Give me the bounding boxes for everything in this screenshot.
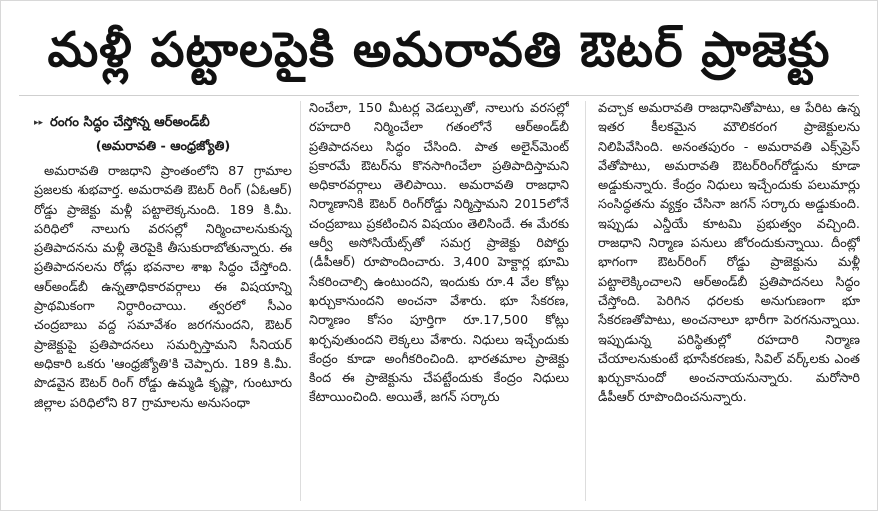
double-chevron-right-icon: ▸▸ [34,118,44,128]
kicker-text: రంగం సిద్ధం చేస్తోన్న ఆర్‌అండ్‌బీ [50,115,210,130]
article-column-3 [598,99,860,408]
column-divider [585,101,586,501]
dateline: (అమరావతి - ఆంధ్రజ్యోతి) [95,139,231,154]
article-column-2 [309,99,569,408]
headline: మళ్లీ పట్టాలపైకి అమరావతి ఔటర్ ప్రాజెక్టు [47,22,831,78]
headline-rule [19,95,859,96]
kicker [34,113,292,133]
column-text: అమరావతి రాజధాని ప్రాంతంలోని 87 గ్రామాల ప్రజలకు శుభవార్త. అమరావతి ఔటర్ రింగ్ (ఏఓఆర్) రోడ్డు ప్రాజెక్టు మళ్లీ పట్టాలెక్కనుంది. 189 కి.మీ. పరిధిలో నాలుగు వరసల్లో నిర్మించాలనుకున్న ప్రతిపాదనను మళ్లీ తెరపైకి తీసుకురాబోతున్నారు. ఈ ప్రతిపాదనలను రోడ్లు భవనాల శాఖ సిద్ధం చేస్తోంది. ఆర్‌అండ్‌బీ ఉన్నతాధికారవర్గాలు ఈ విషయాన్ని ప్రాథమికంగా నిర్ధారించాయి. త్వరలో సీఎం చంద్రబాబు వద్ద సమావేశం జరగనుందని, ఔటర్ ప్రాజెక్టుపై ప్రతిపాదనలు సమర్పిస్తామని సీనియర్ అధికారి ఒకరు 'ఆంధ్రజ్యోతి'కి చెప్పారు. 189 కి.మీ. పొడవైన ఔటర్ రింగ్ రోడ్డు ఉమ్మడి కృష్ణా, గుంటూరు జిల్లాల పరిధిలోని 87 గ్రామాలను అనుసంధా [34,164,292,411]
column-text: వచ్చాక అమరావతి రాజధానితోపాటు, ఆ పేరిట ఉన్న ఇతర కీలకమైన మౌలికరంగ ప్రాజెక్టులను నిలిపివేసింది. అనంతపురం - అమరావతి ఎక్స్‌ప్రెస్ వేతోపాటు, అమరావతి ఔటర్‌రింగ్‌రోడ్డును కూడా అడ్డుకున్నారు. కేంద్రం నిధులు ఇచ్చేందుకు పలుమార్లు సంసిద్ధతను వ్యక్తం చేసినా జగన్ సర్కారు అడ్డుకుంది. ఇప్పుడు ఎన్డీయే కూటమి ప్రభుత్వం వచ్చింది. రాజధాని నిర్మాణ పనులు జోరందుకున్నాయి. దీంట్లో భాగంగా ఔటర్‌రింగ్ రోడ్డు ప్రాజెక్టును మళ్లీ పట్టాలెక్కించాలని ఆర్‌అండ్‌బీ ప్రతిపాదనలు సిద్ధం చేస్తోంది. పెరిగిన ధరలకు అనుగుణంగా భూ సేకరణతోపాటు, అంచనాలూ భారీగా పెరగనున్నాయి. ఇప్పుడున్న పరిస్థితుల్లో రహదారి నిర్మాణ చేయాలనుకుంటే భూసేకరణకు, సివిల్ వర్క్‌లకు ఎంత ఖర్చుకానుందో అంచనాయనున్నారు. మరోసారి డీపీఆర్ రూపొందించనున్నారు. [598,101,860,406]
article-column-1 [34,113,292,413]
column-divider [300,101,301,501]
column-text: నించేలా, 150 మీటర్ల వెడల్పుతో, నాలుగు వరసల్లో రహదారి నిర్మించేలా గతంలోనే ఆర్‌అండ్‌బీ ప్రతిపాదనలు సిద్ధం చేసింది. పాత అలైన్‌మెంట్ ప్రకారమే ఔటర్‌ను కొనసాగించేలా ప్రతిపాదిస్తామని అధికారవర్గాలు తెలిపాయి. అమరావతి రాజధాని నిర్మాణానికి ఔటర్ రింగ్‌రోడ్డు నిర్మిస్తామని 2015లోనే చంద్రబాబు ప్రకటించిన విషయం తెలిసిందే. ఈ మేరకు ఆర్వీ అసోసియేట్స్‌తో సమగ్ర ప్రాజెక్టు రిపోర్టు (డీపీఆర్) రూపొందించారు. 3,400 హెక్టార్ల భూమి సేకరించాల్సి ఉంటుందని, ఇందుకు రూ.4 వేల కోట్లు ఖర్చుకానుందని అంచనా వేశారు. భూ సేకరణ, నిర్మాణం కోసం పూర్తిగా రూ.17,500 కోట్లు ఖర్చవుతుందని లెక్కలు వేశారు. నిధులు ఇచ్చేందుకు కేంద్రం కూడా అంగీకరించింది. భారతమాల ప్రాజెక్టు కింద ఈ ప్రాజెక్టును చేపట్టేందుకు కేంద్రం నిధులు కేటాయించింది. అయితే, జగన్ సర్కారు [309,101,569,406]
